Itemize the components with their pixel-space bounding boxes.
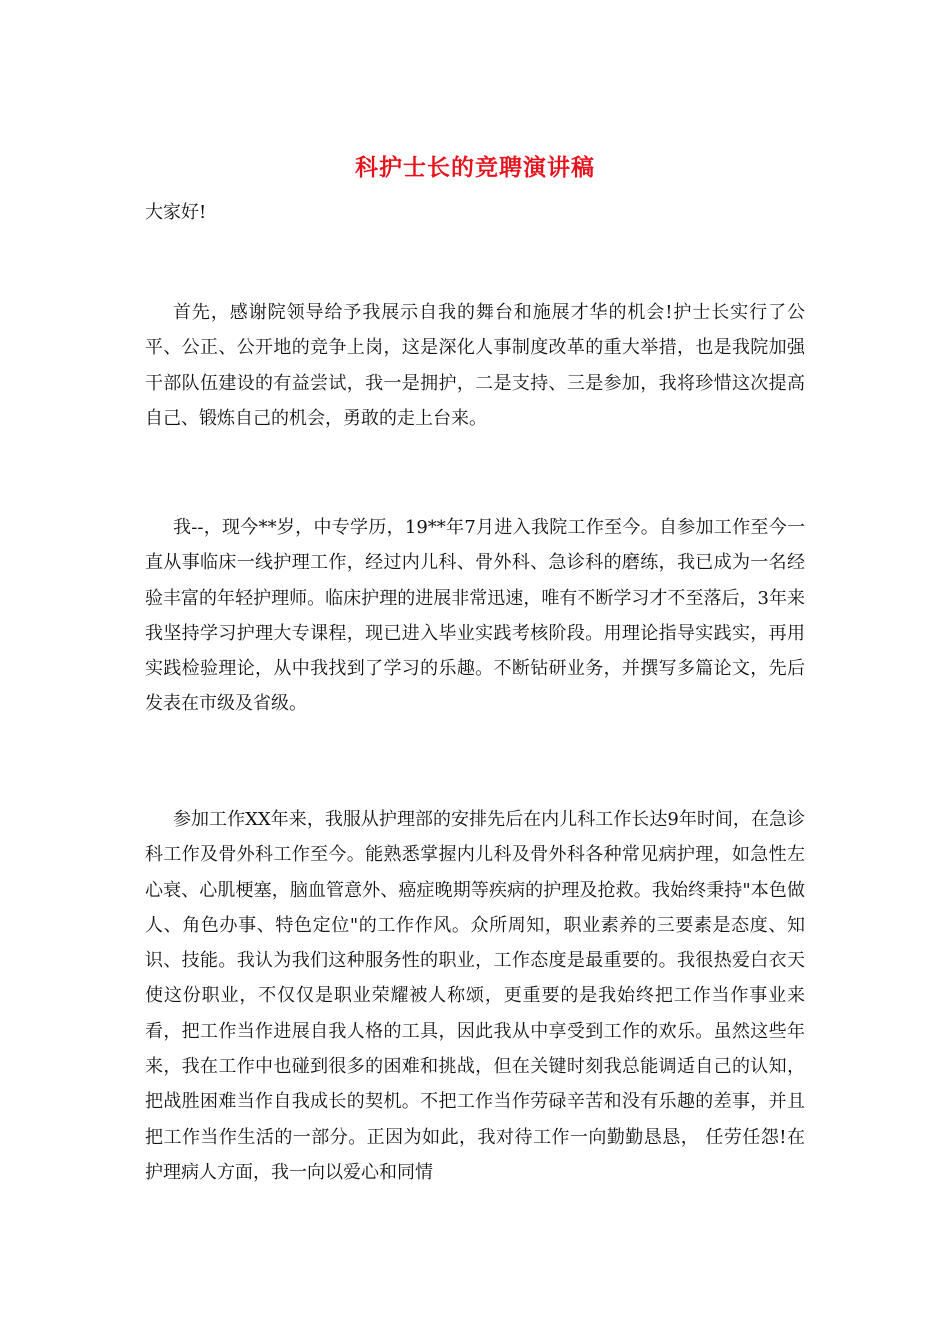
paragraph-2: 我--，现今**岁，中专学历，19**年7月进入我院工作至今。自参加工作至今一直从事临床一线护理工作，经过内儿科、骨外科、急诊科的磨练，我已成为一名经验丰富的年轻护理师。临床护理的进展非常迅速，唯有不断学习才不至落后，3年来我坚持学习护理大专课程，现已进入毕业实践考核阶段。用理论指导实践实，再用实践检验理论，从中我找到了学习的乐趣。不断钻研业务，并撰写多篇论文，先后发表在市级及省级。 <box>145 517 805 715</box>
paragraph-1: 首先，感谢院领导给予我展示自我的舞台和施展才华的机会!护士长实行了公平、公正、公开地的竞争上岗，这是深化人事制度改革的重大举措，也是我院加强干部队伍建设的有益尝试，我一是拥护，二是支持、三是参加，我将珍惜这次提高自己、锻炼自己的机会，勇敢的走上台来。 <box>145 302 805 429</box>
document-title: 科护士长的竞聘演讲稿 <box>355 154 595 181</box>
paragraph-3: 参加工作XX年来，我服从护理部的安排先后在内儿科工作长达9年时间，在急诊科工作及骨外科工作至今。能熟悉掌握内儿科及骨外科各种常见病护理，如急性左心衰、心肌梗塞，脑血管意外、癌症晚期等疾病的护理及抢救。我始终秉持"本色做人、角色办事、特色定位"的工作作风。众所周知，职业素养的三要素是态度、知识、技能。我认为我们这种服务性的职业，工作态度是最重要的。我很热爱白衣天使这份职业，不仅仅是职业荣耀被人称颂，更重要的是我始终把工作当作事业来看，把工作当作进展自我人格的工具，因此我从中享受到工作的欢乐。虽然这些年来，我在工作中也碰到很多的困难和挑战，但在关键时刻我总能调适自己的认知，把战胜困难当作自我成长的契机。不把工作当作劳碌辛苦和没有乐趣的差事，并且把工作当作生活的一部分。正因为如此，我对待工作一向勤勤恳恳， 任劳任怨!在护理病人方面，我一向以爱心和同情 <box>145 809 805 1183</box>
greeting-text: 大家好! <box>145 202 207 223</box>
